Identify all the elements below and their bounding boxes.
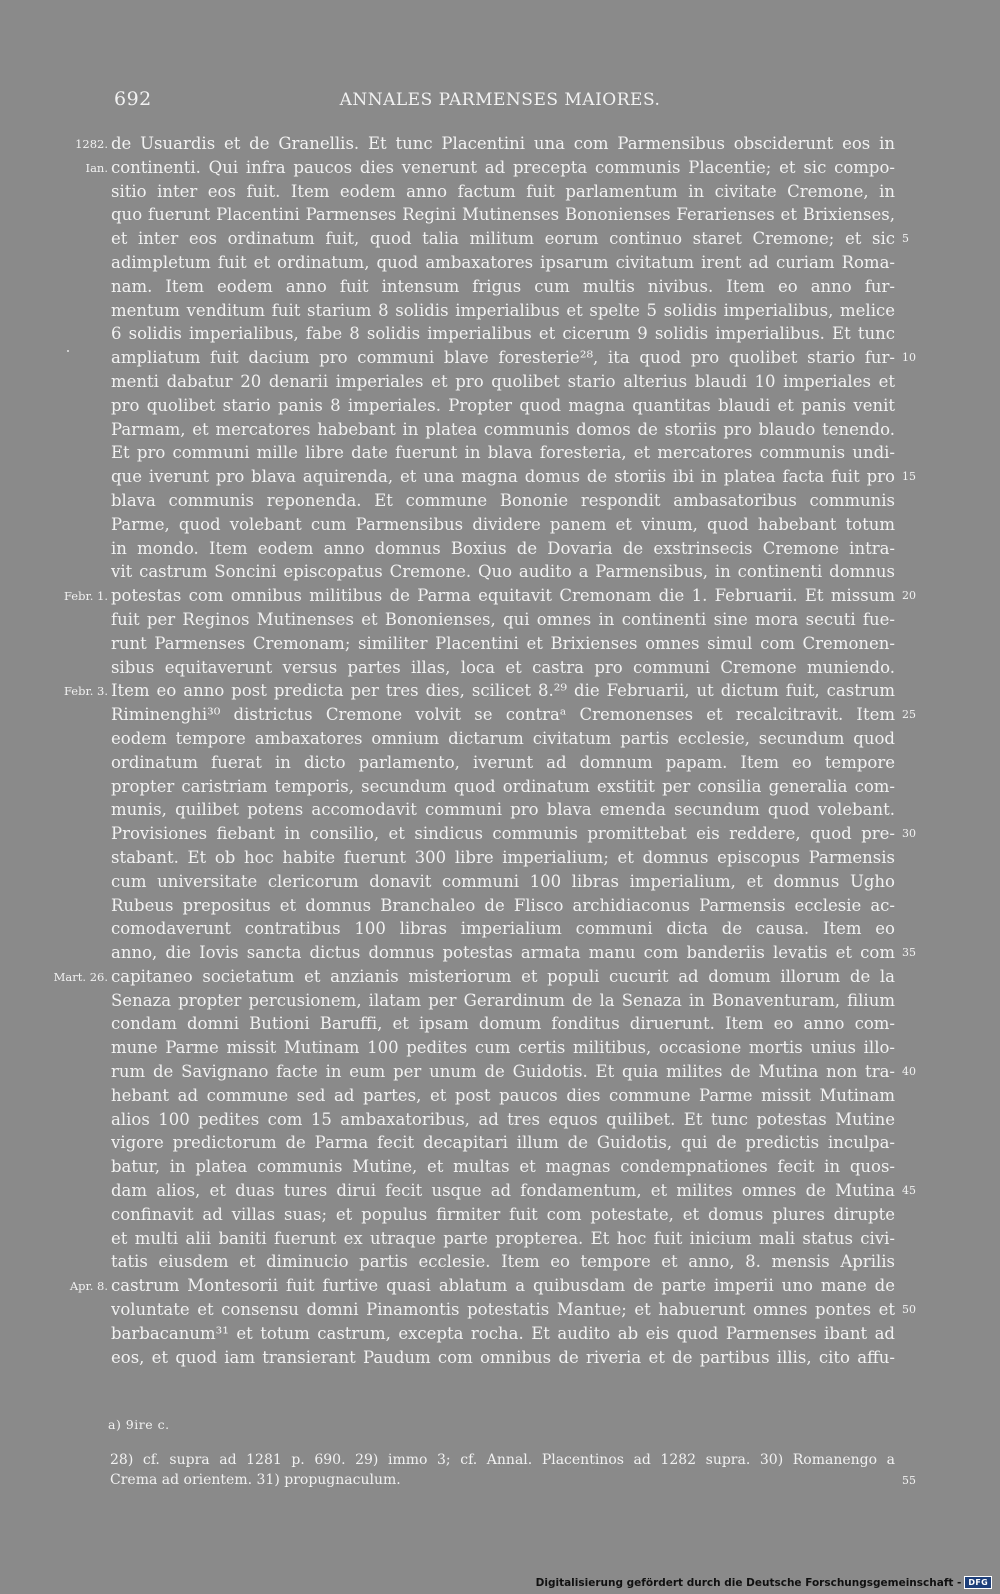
running-title: ANNALES PARMENSES MAIORES. [339,90,661,110]
page-number: 692 [114,88,152,110]
text-line: voluntate et consensu domni Pinamontis potestatis Mantue; et habuerunt omnes pontes et [111,1300,895,1320]
text-line: castrum Montesorii fuit furtive quasi ablatum a quibusdam de parte imperii uno mane de [111,1276,895,1296]
text-line: eos, et quod iam transierant Paudum com omnibus de riveria et de partibus illis, cito affu- [111,1347,895,1367]
speck [67,350,69,352]
text-line: dam alios, et duas tures dirui fecit usque ad fondamentum, et milites omnes de Mutina [111,1181,895,1201]
text-line: condam domni Butioni Baruffi, et ipsam domum fonditus diruerunt. Item eo anno com- [111,1014,895,1034]
text-line: sitio inter eos fuit. Item eodem anno factum fuit parlamentum in civitate Cremone, in [111,181,895,201]
text-line: ordinatum fuerat in dicto parlamento, iverunt ad domnum papam. Item eo tempore [111,752,895,772]
text-line: et multi alii baniti fuerunt ex utraque parte propterea. Et hoc fuit inicium mali status civi- [111,1228,895,1248]
text-line: comodaverunt contratibus 100 libras imperialium communi dicta de causa. Item eo [111,919,895,939]
line-number: 15 [902,470,916,484]
text-line: Rubeus prepositus et domnus Branchaleo de Flisco archidiaconus Parmensis ecclesie ac- [111,895,895,915]
text-line: ampliatum fuit dacium pro communi blave foresterie²⁸, ita quod pro quolibet stario fur- [111,348,895,368]
text-line: barbacanum³¹ et totum castrum, excepta rocha. Et audito ab eis quod Parmenses ibant ad [111,1323,895,1343]
text-line: 6 solidis imperialibus, fabe 8 solidis imperialibus et cicerum 9 solidis imperialibus. Et tunc [111,324,895,344]
text-line: Senaza propter percusionem, ilatam per Gerardinum de la Senaza in Bonaventuram, filium [111,990,895,1010]
text-line: hebant ad commune sed ad partes, et post paucos dies commune Parme missit Mutinam [111,1085,895,1105]
footnotes [110,1450,895,1490]
line-number: 25 [902,708,916,722]
text-line: stabant. Et ob hoc habite fuerunt 300 libre imperialium; et domnus episcopus Parmensis [111,847,895,867]
digitalization-notice [536,1576,992,1589]
text-line: quo fuerunt Placentini Parmenses Regini Mutinenses Bononienses Ferarienses et Brixienses, [111,205,895,225]
body-text [111,132,895,1369]
text-line: in mondo. Item eodem anno domnus Boxius de Dovaria de exstrinsecis Cremone intra- [111,538,895,558]
text-line: et inter eos ordinatum fuit, quod talia militum eorum continuo staret Cremone; et sic [111,229,895,249]
text-line: Item eo anno post predicta per tres dies, scilicet 8.²⁹ die Februarii, ut dictum fuit, castrum [111,681,895,701]
text-line: de Usuardis et de Granellis. Et tunc Placentini una com Parmensibus obsciderunt eos in [111,134,895,153]
text-line: vigore predictorum de Parma fecit decapitari illum de Guidotis, qui de predictis inculpa- [111,1133,895,1153]
text-line: continenti. Qui infra paucos dies venerunt ad precepta communis Placentie; et sic compo- [111,157,895,177]
text-line: Et pro communi mille libre date fuerunt in blava foresteria, et mercatores communis undi- [111,443,895,463]
text-line: Riminenghi³⁰ districtus Cremone volvit se contraᵃ Cremonenses et recalcitravit. Item [111,705,895,725]
text-line: fuit per Reginos Mutinenses et Bononienses, qui omnes in continenti sine mora secuti fue- [111,609,895,629]
text-line: Parme, quod volebant cum Parmensibus dividere panem et vinum, quod habebant totum [111,514,895,534]
text-line: nam. Item eodem anno fuit intensum frigus cum multis nivibus. Item eo anno fur- [111,276,895,296]
text-line: confinavit ad villas suas; et populus firmiter fuit com potestate, et domus plures dirupte [111,1204,895,1224]
footnote-line: 28) cf. supra ad 1281 p. 690. 29) immo 3; cf. Annal. Placentinos ad 1282 supra. 30) Romanengo a [110,1452,895,1468]
margin-date: Mart. 26. [53,970,108,984]
text-line: mentum venditum fuit starium 8 solidis imperialibus et spelte 5 solidis imperialibus, melice [111,300,895,320]
text-line: eodem tempore ambaxatores omnium dictarum civitatum partis ecclesie, secundum quod [111,728,895,748]
footnote-line: Crema ad orientem. 31) propugnaculum. [110,1472,401,1488]
line-number: 10 [902,351,916,365]
line-number: 45 [902,1184,916,1198]
line-number: 30 [902,827,916,841]
margin-date: Ian. [85,160,108,175]
text-line: mune Parme missit Mutinam 100 pedites cum certis militibus, occasione mortis unius illo- [111,1038,895,1058]
text-line: que iverunt pro blava aquirenda, et una magna domus de storiis ibi in platea facta fuit pro [111,467,895,487]
text-line: propter caristriam temporis, secundum quod ordinatum exstitit per consilia generalia com- [111,776,895,796]
margin-date: Apr. 8. [69,1279,108,1294]
text-line: pro quolibet stario panis 8 imperiales. Propter quod magna quantitas blaudi et panis venit [111,395,895,415]
text-line: Provisiones fiebant in consilio, et sindicus communis promittebat eis reddere, quod pre- [111,824,895,844]
text-line: munis, quilibet potens accomodavit communi pro blava emenda secundum quod volebant. [111,800,895,820]
text-line: vit castrum Soncini episcopatus Cremone. Quo audito a Parmensibus, in continenti domnus [111,562,895,582]
footnote-line-number: 55 [902,1474,916,1487]
text-line: cum universitate clericorum donavit communi 100 libras imperialium, et domnus Ugho [111,871,895,891]
text-line: capitaneo societatum et anzianis misteriorum et populi cucurit ad domum illorum de la [111,966,895,986]
text-line: potestas com omnibus militibus de Parma equitavit Cremonam die 1. Februarii. Et missum [111,586,895,606]
text-line: Parmam, et mercatores habebant in platea communis domos de storiis pro blaudo tenendo. [111,419,895,439]
text-line: batur, in platea communis Mutine, et multas et magnas condempnationes fecit in quos- [111,1157,895,1177]
text-line: menti dabatur 20 denarii imperiales et pro quolibet stario alterius blaudi 10 imperiales et [111,371,895,391]
text-line: alios 100 pedites com 15 ambaxatoribus, ad tres equos quilibet. Et tunc potestas Mutine [111,1109,895,1129]
margin-date: 1282. [75,137,108,151]
line-number: 40 [902,1065,916,1079]
dfg-logo-icon: DFG [964,1576,992,1589]
text-line: anno, die Iovis sancta dictus domnus potestas armata manu com banderiis levatis et com [111,943,895,963]
text-line: blava communis reponenda. Et commune Bononie respondit ambasatoribus communis [111,490,895,510]
line-number: 5 [902,232,909,246]
text-line: runt Parmenses Cremonam; similiter Placentini et Brixienses omnes simul com Cremonen- [111,633,895,653]
text-line: rum de Savignano facte in eum per unum de Guidotis. Et quia milites de Mutina non tra- [111,1062,895,1082]
line-number: 50 [902,1303,916,1317]
margin-date: Febr. 1. [63,589,108,604]
line-number: 35 [902,946,916,960]
critical-note: a) 9ire c. [108,1417,170,1432]
line-number: 20 [902,589,916,603]
margin-date: Febr. 3. [63,684,108,699]
text-line: sibus equitaverunt versus partes illas, loca et castra pro communi Cremone muniendo. [111,657,895,677]
text-line: tatis eiusdem et diminucio partis ecclesie. Item eo tempore et anno, 8. mensis Aprilis [111,1252,895,1272]
text-line: adimpletum fuit et ordinatum, quod ambaxatores ipsarum civitatum irent ad curiam Roma- [111,252,895,272]
digitalization-text: Digitalisierung gefördert durch die Deutsche Forschungsgemeinschaft - [535,1576,962,1589]
